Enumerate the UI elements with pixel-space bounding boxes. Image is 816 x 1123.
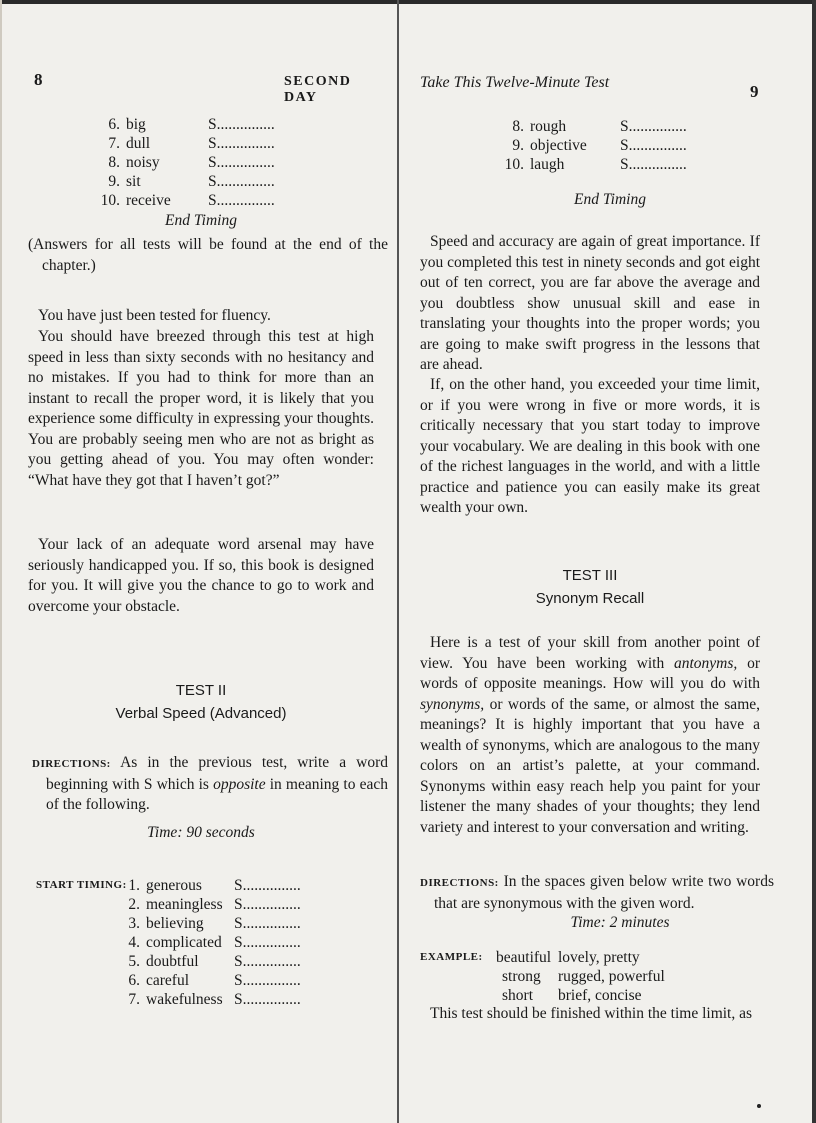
directions: DIRECTIONS: As in the previous test, write a word beginning with S which is opposite in meaning to each of the following.	[32, 754, 389, 813]
list-item: 4. complicated S...............	[128, 934, 301, 951]
answers-note: (Answers for all tests will be found at the end of the chapter.)	[28, 236, 388, 274]
example-row: strong rugged, powerful	[502, 968, 665, 985]
list-item: 10. laugh S...............	[504, 156, 687, 173]
word-list-a	[98, 115, 275, 210]
start-timing-label: START TIMING:	[36, 879, 127, 891]
paragraph: You have just been tested for fluency.	[38, 307, 271, 324]
test-title: TEST III	[562, 567, 618, 584]
list-item: 2. meaningless S...............	[128, 896, 301, 913]
end-timing: End Timing	[574, 191, 646, 208]
list-item: 6. big S...............	[108, 116, 275, 133]
directions: DIRECTIONS: In the spaces given below write two words that are synonymous with the given word.	[420, 873, 775, 912]
list-item: 9. objective S...............	[512, 137, 687, 154]
list-item: 7. dull S...............	[108, 135, 275, 152]
paragraph: This test should be finished within the time limit, as	[430, 1005, 753, 1022]
paragraph: Here is a test of your skill from another point of view. You have been working with antonyms, or words of opposite meanings. How will you do with synonyms, or words of the same, or almost the same, meanings? It is highly important that you have a wealth of synonyms, which are analogous to the many colors on an artist’s palette, at your command. Synonyms within easy reach help you paint for your listener the many shades of your thoughts; they lend variety and interest to your conversation and writing.	[420, 634, 760, 836]
paragraph: If, on the other hand, you exceeded your time limit, or if you were wrong in five or more words, it is critically necessary that you start today to improve your vocabulary. We are dealing in this book with one of the richest languages in the world, and with a little practice and patience you can easily make its great wealth your own.	[420, 376, 760, 516]
list-item: 5. doubtful S...............	[128, 953, 301, 970]
directions-label: DIRECTIONS:	[420, 877, 499, 889]
directions-label: DIRECTIONS:	[32, 758, 111, 770]
page-number: 9	[750, 82, 759, 101]
running-head: SECOND DAY	[284, 74, 352, 105]
list-item: 8. rough S...............	[512, 118, 687, 135]
word-list-b	[118, 876, 301, 1009]
example-row: beautiful lovely, pretty	[496, 949, 640, 966]
list-item: 1. generous S...............	[128, 877, 301, 894]
right-edge	[812, 0, 816, 1123]
test-title: TEST II	[175, 682, 227, 699]
example-label: EXAMPLE:	[420, 951, 483, 963]
page-number: 8	[34, 70, 43, 89]
left-edge	[0, 0, 2, 1123]
list-item: 7. wakefulness S...............	[128, 991, 301, 1008]
list-item: 3. believing S...............	[128, 915, 301, 932]
running-head: Take This Twelve-Minute Test	[420, 74, 610, 91]
test-subtitle: Synonym Recall	[535, 590, 645, 607]
paragraph: Your lack of an adequate word arsenal may have seriously handicapped you. If so, this book is designed for you. It will give you the chance to go to work and overcome your obstacle.	[28, 536, 374, 615]
list-item: 8. noisy S...............	[108, 154, 275, 171]
list-item: 10. receive S...............	[100, 192, 275, 209]
ink-mark	[757, 1104, 761, 1108]
word-list-a	[502, 117, 687, 174]
time-limit: Time: 90 seconds	[147, 824, 255, 841]
example-list	[496, 948, 665, 1005]
book-gutter	[397, 0, 399, 1123]
example-row: short brief, concise	[502, 987, 642, 1004]
list-item: 6. careful S...............	[128, 972, 301, 989]
list-item: 9. sit S...............	[108, 173, 275, 190]
end-timing: End Timing	[165, 212, 237, 229]
test-subtitle: Verbal Speed (Advanced)	[115, 705, 287, 722]
paragraph: Speed and accuracy are again of great importance. If you completed this test in ninety seconds and got eight out of ten correct, you are far above the average and you doubtless show unusual skill and ease in translating your thoughts into the proper words; you are going to make swift progress in the lessons that are ahead.	[420, 233, 760, 373]
time-limit: Time: 2 minutes	[570, 914, 670, 931]
top-edge	[0, 0, 816, 4]
paragraph: You should have breezed through this test at high speed in less than sixty seconds with no hesitancy and no mistakes. If you had to think for more than an instant to recall the proper word, it is likely that you experience some difficulty in expressing your thoughts. You are probably seeing men who are not as bright as you getting ahead of you. You may often wonder: “What have they got that I haven’t got?”	[28, 328, 374, 489]
